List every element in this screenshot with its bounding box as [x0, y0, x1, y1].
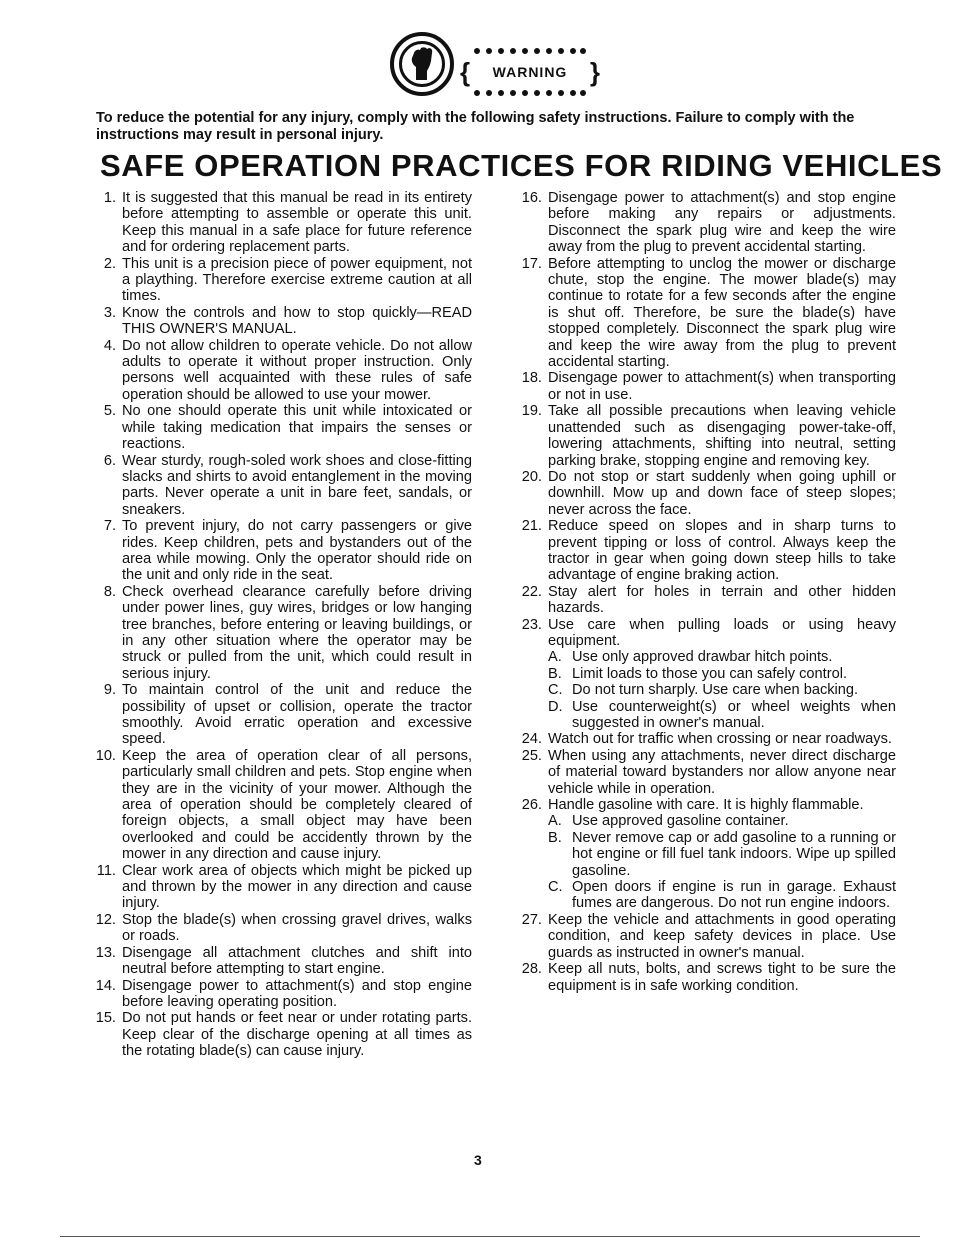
item-text: Keep the area of operation clear of all persons, particularly small children and pets. Stop engine when they are in the vicinity of your mower. Although the area of operation should be completely cleared of foreign objects, a small object may have been overlooked and could be accidently thrown by the mower in any direction and cause injury. [122, 747, 472, 863]
item-number: 14. [95, 977, 116, 994]
item-number: 28. [521, 961, 542, 978]
sub-list [548, 649, 896, 731]
sub-item-letter: A. [548, 649, 562, 666]
item-number: 2. [103, 255, 116, 272]
safety-item [88, 584, 472, 682]
sub-item-letter: D. [548, 698, 563, 715]
item-text: Disengage power to attachment(s) when transporting or not in use. [548, 370, 896, 403]
item-number: 16. [521, 190, 542, 206]
sub-item [548, 813, 896, 829]
safety-item [88, 338, 472, 404]
sub-item [548, 649, 896, 665]
item-text: Wear sturdy, rough-soled work shoes and close-fitting slacks and shirts to avoid entanglement in the moving parts. Never operate a unit in bare feet, sandals, or sneakers. [122, 452, 472, 518]
sub-item [548, 830, 896, 879]
safety-item [514, 518, 896, 584]
item-number: 26. [521, 797, 542, 814]
item-text: Reduce speed on slopes and in sharp turns to prevent tipping or loss of control. Always keep the tractor in gear when going down steep hills to take advantage of engine braking action. [548, 518, 896, 584]
item-number: 22. [521, 583, 542, 600]
item-number: 24. [521, 731, 542, 748]
sub-item-letter: A. [548, 813, 562, 830]
item-text: Do not put hands or feet near or under rotating parts. Keep clear of the discharge opening at all times as the rotating blade(s) can cause injury. [122, 1010, 472, 1060]
item-text: When using any attachments, never direct discharge of material toward bystanders nor allow anyone near vehicle while in operation. [548, 747, 896, 797]
item-text: Take all possible precautions when leaving vehicle unattended such as disengaging power-take-off, lowering attachments, shifting into neutral, setting parking brake, stopping engine and removing key. [548, 403, 896, 469]
safety-item [514, 961, 896, 994]
safety-item [88, 748, 472, 863]
sub-item-text: Limit loads to those you can safely control. [572, 665, 847, 682]
safety-item [514, 797, 896, 912]
sub-item-letter: B. [548, 665, 562, 682]
item-text: Disengage power to attachment(s) and stop engine before making any repairs or adjustments. Disconnect the spark plug wire and keep the wire away from the plug to prevent accidental starting. [548, 190, 896, 256]
left-column [88, 190, 472, 1060]
safety-item [88, 256, 472, 305]
safety-item [88, 1010, 472, 1059]
safety-item [514, 748, 896, 797]
item-text: Stay alert for holes in terrain and other hidden hazards. [548, 583, 896, 617]
item-number: 17. [521, 255, 542, 272]
item-number: 13. [95, 944, 116, 961]
item-number: 7. [103, 518, 116, 535]
page-title: SAFE OPERATION PRACTICES FOR RIDING VEHICLES [100, 148, 943, 183]
item-number: 1. [103, 190, 116, 206]
item-number: 18. [521, 370, 542, 387]
item-text: Disengage all attachment clutches and shift into neutral before attempting to start engine. [122, 944, 472, 978]
sub-item-text: Use approved gasoline container. [572, 813, 789, 830]
safety-item [514, 190, 896, 256]
item-text: Check overhead clearance carefully before driving under power lines, guy wires, bridges or low hanging tree branches, before entering or leaving buildings, or in any other situation where the operator may be struck or pulled from the unit, which could result in serious injury. [122, 583, 472, 682]
sub-item-text: Do not turn sharply. Use care when backing. [572, 682, 859, 699]
sub-item [548, 666, 896, 682]
safety-item [514, 617, 896, 732]
bracket-right: } [589, 57, 600, 87]
safety-item [514, 469, 896, 518]
item-text: Do not allow children to operate vehicle. Do not allow adults to operate it without proper instruction. Only persons well acquainted with these rules of safe operation should be allowed to use your mower. [122, 337, 472, 403]
warning-hand-icon [390, 32, 454, 96]
item-text: Do not stop or start suddenly when going uphill or downhill. Mow up and down face of steep slopes; never across the face. [548, 468, 896, 518]
safety-item [88, 682, 472, 748]
sub-item-letter: B. [548, 829, 562, 846]
page-number: 3 [474, 1152, 482, 1168]
item-text: Clear work area of objects which might be picked up and thrown by the mower in any direction and cause injury. [122, 862, 472, 912]
item-number: 9. [103, 682, 116, 699]
item-number: 5. [103, 403, 116, 420]
intro-warning-text: To reduce the potential for any injury, comply with the following safety instructions. Failure to comply with the instructions may result in personal injury. [96, 110, 855, 143]
item-text: Know the controls and how to stop quickly—READ THIS OWNER'S MANUAL. [122, 304, 472, 338]
item-number: 12. [95, 911, 116, 928]
item-text: Use care when pulling loads or using heavy equipment. [548, 616, 896, 649]
item-text: Keep all nuts, bolts, and screws tight to be sure the equipment is in safe working condition. [548, 961, 896, 994]
safety-item [514, 584, 896, 617]
item-text: Watch out for traffic when crossing or near roadways. [548, 731, 892, 748]
item-number: 20. [521, 468, 542, 485]
dot-border-top [474, 48, 586, 54]
safety-item [88, 453, 472, 519]
item-number: 19. [521, 403, 542, 420]
safety-item [88, 518, 472, 584]
sub-item [548, 682, 896, 698]
safety-item [514, 370, 896, 403]
item-number: 25. [521, 747, 542, 764]
warning-header [390, 32, 610, 108]
warning-label: WARNING [492, 64, 568, 80]
safety-item [88, 305, 472, 338]
item-text: To maintain control of the unit and reduce the possibility of upset or collision, operate the tractor smoothly. Avoid erratic operation and excessive speed. [122, 682, 472, 748]
item-text: It is suggested that this manual be read in its entirety before attempting to assemble or operate this unit. Keep this manual in a safe place for future reference and for ordering replacement parts. [122, 190, 472, 256]
item-text: Before attempting to unclog the mower or discharge chute, stop the engine. The mower blade(s) may continue to rotate for a few seconds after the engine is shut off. Therefore, be sure the blade(s) have stopped completely. Disconnect the spark plug wire and keep the wire away from the plug to prevent accidental starting. [548, 255, 896, 371]
item-number: 21. [521, 518, 542, 535]
sub-item [548, 699, 896, 732]
item-text: Disengage power to attachment(s) and stop engine before leaving operating position. [122, 977, 472, 1010]
bracket-left: { [460, 57, 471, 87]
item-number: 11. [96, 862, 116, 879]
safety-item [88, 863, 472, 912]
item-number: 3. [103, 304, 116, 321]
sub-item-text: Never remove cap or add gasoline to a running or hot engine or fill fuel tank indoors. Wipe up spilled gasoline. [572, 829, 896, 879]
safety-item [88, 403, 472, 452]
sub-list [548, 813, 896, 911]
item-number: 4. [103, 337, 116, 354]
sub-item-letter: C. [548, 682, 563, 699]
item-number: 23. [521, 616, 542, 633]
safety-item [88, 978, 472, 1011]
safety-item [88, 945, 472, 978]
safety-item [514, 256, 896, 371]
right-column [514, 190, 896, 994]
warning-banner [460, 48, 600, 96]
safety-item [514, 731, 896, 747]
item-text: This unit is a precision piece of power equipment, not a plaything. Therefore exercise extreme caution at all times. [122, 255, 472, 305]
sub-item-text: Open doors if engine is run in garage. Exhaust fumes are dangerous. Do not run engine indoors. [572, 879, 896, 912]
safety-item [88, 912, 472, 945]
item-number: 6. [103, 452, 116, 469]
sub-item-text: Use only approved drawbar hitch points. [572, 649, 833, 666]
item-text: Handle gasoline with care. It is highly flammable. [548, 797, 864, 814]
sub-item-text: Use counterweight(s) or wheel weights when suggested in owner's manual. [572, 698, 896, 731]
safety-item [88, 190, 472, 256]
item-text: Keep the vehicle and attachments in good operating condition, and keep safety devices in place. Use guards as instructed in owner's manual. [548, 911, 896, 961]
item-number: 8. [103, 583, 116, 600]
item-text: To prevent injury, do not carry passengers or give rides. Keep children, pets and bystanders out of the area while mowing. Only the operator should ride on the unit and only ride in the seat. [122, 518, 472, 584]
safety-item [514, 403, 896, 469]
item-text: Stop the blade(s) when crossing gravel drives, walks or roads. [122, 911, 472, 945]
item-number: 10. [95, 747, 116, 764]
dot-border-bottom [474, 90, 586, 96]
item-text: No one should operate this unit while intoxicated or while taking medication that impairs the senses or reactions. [122, 403, 472, 453]
item-number: 27. [521, 911, 542, 928]
safety-item [514, 912, 896, 961]
item-number: 15. [95, 1010, 116, 1027]
sub-item-letter: C. [548, 879, 563, 896]
bottom-rule [60, 1236, 920, 1237]
sub-item [548, 879, 896, 912]
